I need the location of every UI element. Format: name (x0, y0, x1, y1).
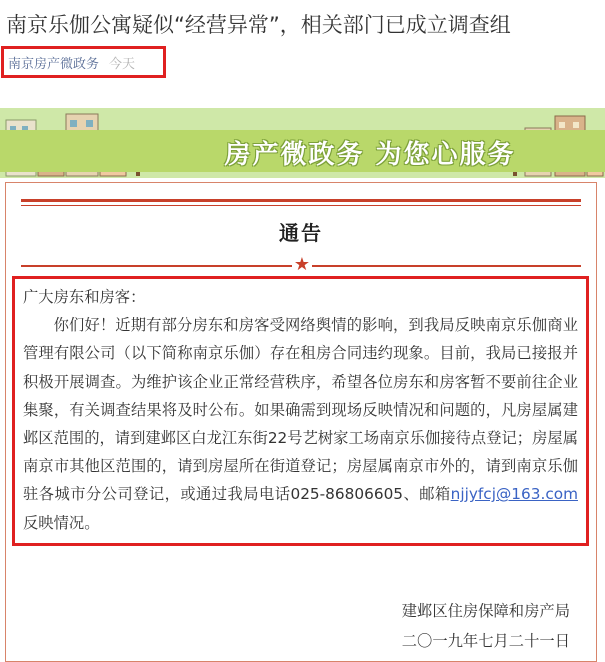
email-link[interactable]: njjyfcj@163.com (450, 485, 578, 504)
source-highlight-box (1, 46, 166, 78)
top-rule-thin (21, 205, 581, 206)
notice-salutation: 广大房东和房客： (23, 288, 146, 306)
notice-title: 通告 (279, 221, 323, 245)
star-icon: ★ (293, 254, 311, 275)
notice-signature: 建邺区住房保障和房产局 (401, 602, 570, 620)
notice-date: 二〇一九年七月二十一日 (401, 632, 570, 650)
notice-body-text: 你们好！近期有部分房东和房客受网络舆情的影响，到我局反映南京乐伽商业管理有限公司（以下简称南京乐伽）存在租房合同违约现象。目前，我局已接报并积极开展调查。为维护该企业正常经营秩序，希望各位房东和房客暂不要前往企业集聚，有关调查结果将及时公布。如果确需到现场反映情况和问题的，凡房屋属建邺区范围的，请到建邺区白龙江东街22号艺树家工场南京乐伽接待点登记；房屋属南京市其他区范围的，请到房屋所在街道登记；房屋属南京市外的，请到南京乐伽驻各城市分公司登记，或通过我局电话025-86806605、邮箱 (23, 316, 578, 504)
notice-body (23, 311, 578, 537)
banner-image (0, 108, 605, 178)
top-rule-thick (21, 199, 581, 202)
publish-date: 今天 (109, 56, 136, 72)
source-account-link[interactable]: 南京房产微政务 (8, 56, 100, 72)
article-headline: 南京乐伽公寓疑似“经营异常”，相关部门已成立调查组 (6, 13, 511, 37)
banner-slogan: 房产微政务 为您心服务 (224, 139, 516, 170)
notice-body-highlight (12, 276, 589, 546)
notice-body-end: 反映情况。 (23, 513, 100, 532)
